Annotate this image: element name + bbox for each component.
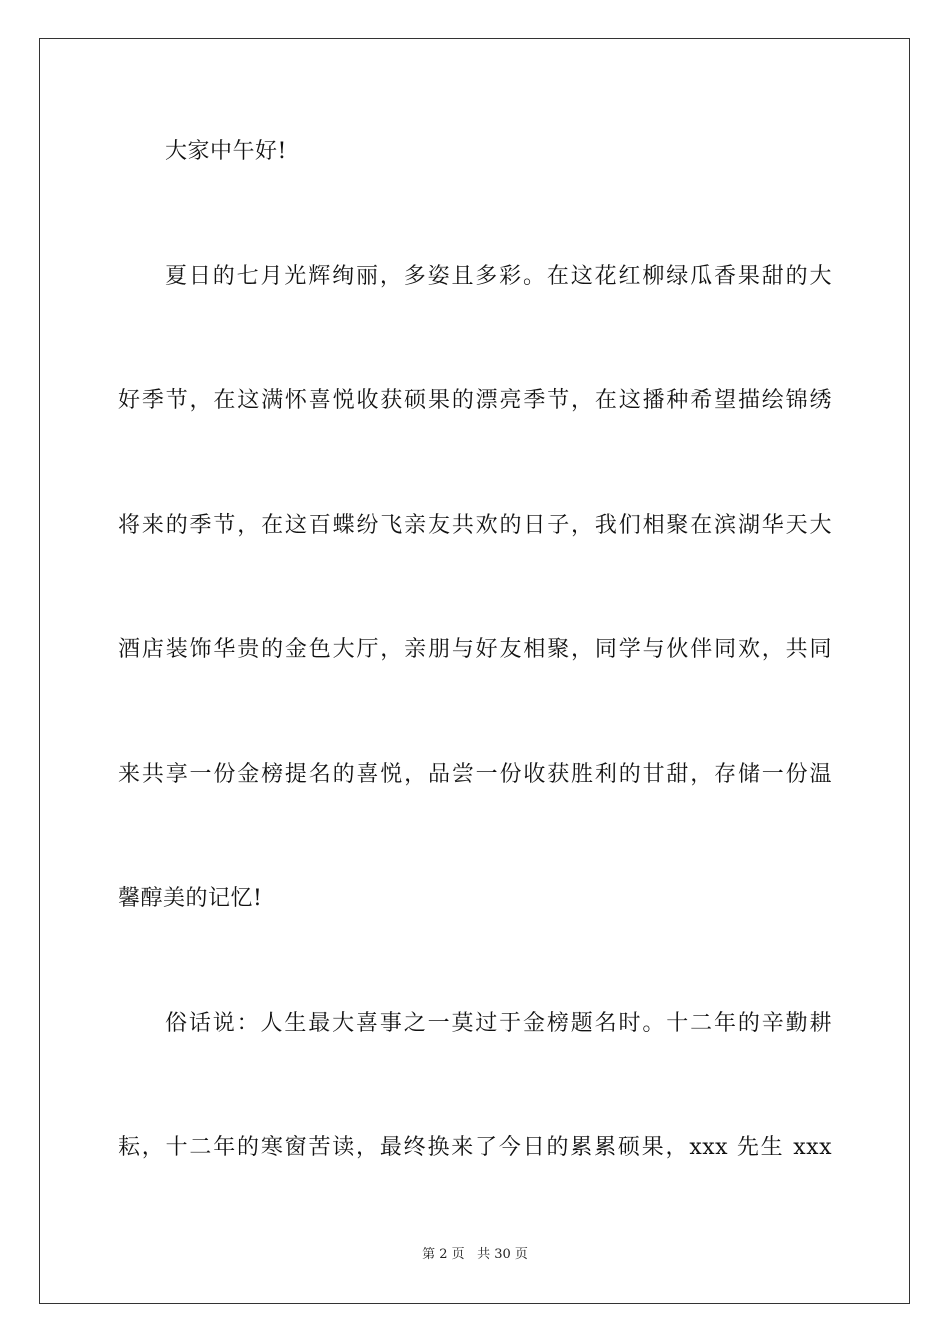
body-line: 来共享一份金榜提名的喜悦，品尝一份收获胜利的甘甜，存储一份温 [118,762,832,787]
page-number: 第 2 页 [422,1247,465,1262]
body-line: 酒店装饰华贵的金色大厅，亲朋与好友相聚，同学与伙伴同欢，共同 [118,637,832,662]
body-line: 夏日的七月光辉绚丽，多姿且多彩。在这花红柳绿瓜香果甜的大 [165,264,832,289]
page-footer [0,1246,950,1264]
page-border [39,38,910,1304]
greeting-line: 大家中午好! [165,139,287,164]
body-line: 好季节，在这满怀喜悦收获硕果的漂亮季节，在这播种希望描绘锦绣 [118,388,832,413]
page-total: 共 30 页 [477,1247,528,1262]
body-line: 馨醇美的记忆! [118,886,263,911]
body-line: 耘，十二年的寒窗苦读，最终换来了今日的累累硕果，xxx 先生 xxx [118,1135,832,1160]
body-line: 将来的季节，在这百蝶纷飞亲友共欢的日子，我们相聚在滨湖华天大 [118,513,832,538]
body-line: 俗话说：人生最大喜事之一莫过于金榜题名时。十二年的辛勤耕 [165,1011,832,1036]
